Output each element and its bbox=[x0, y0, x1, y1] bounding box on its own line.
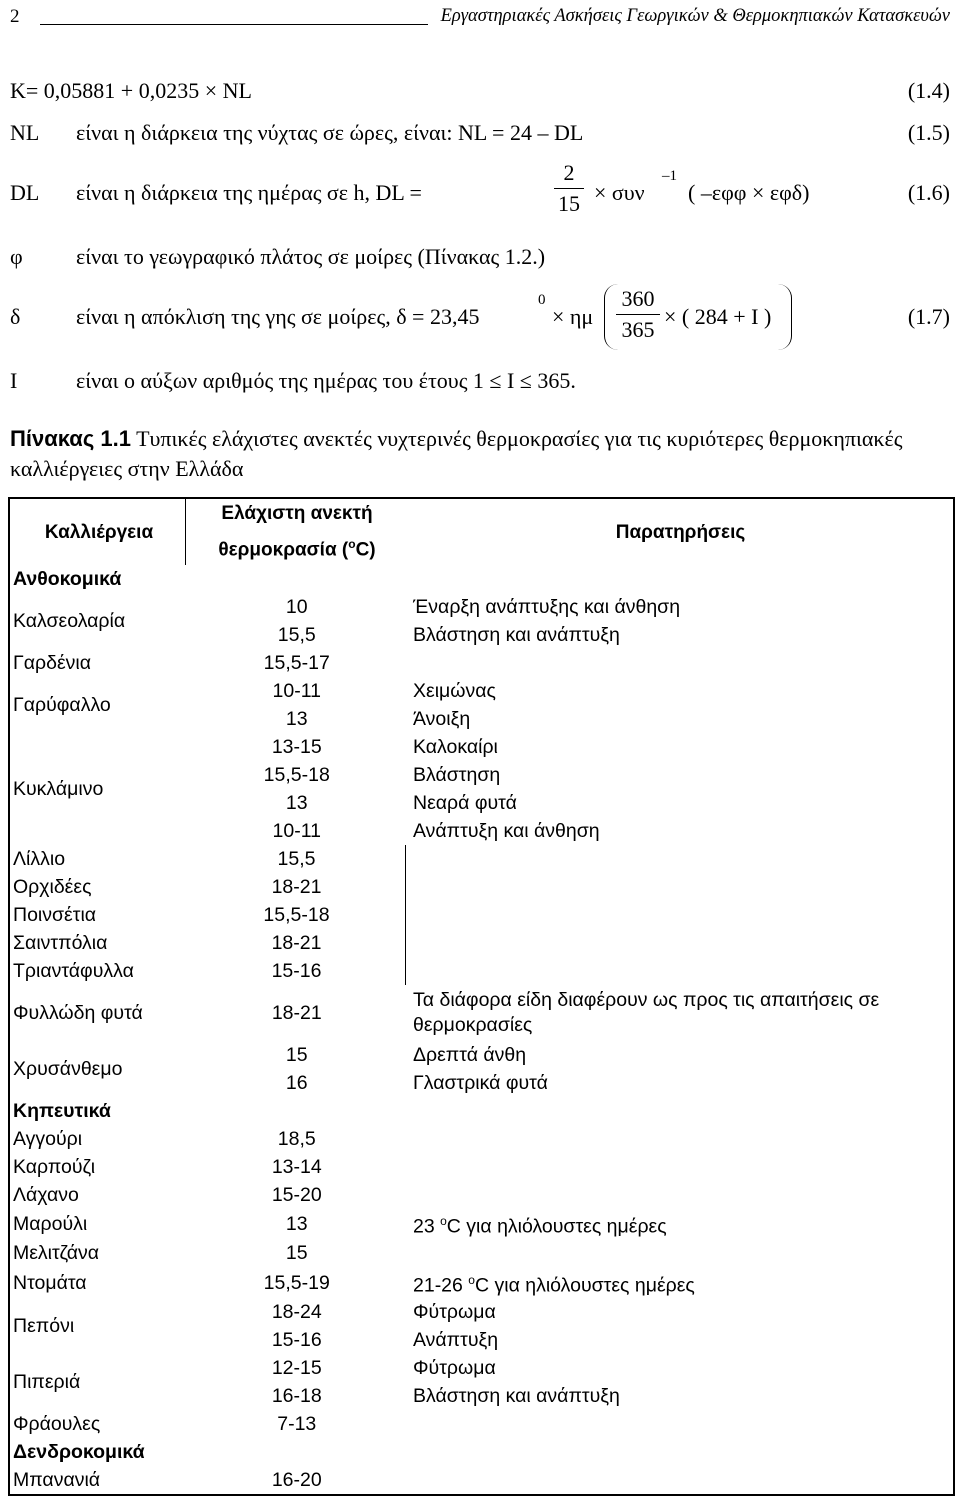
header-rule bbox=[40, 24, 428, 25]
dl-inverse-sup: –1 bbox=[662, 168, 677, 184]
header-crop: Καλλιέργεια bbox=[9, 498, 186, 565]
nl-definition: είναι η διάρκεια της νύχτας σε ώρες, είναι: NL = 24 – DL bbox=[76, 120, 584, 145]
table-row bbox=[9, 1410, 954, 1438]
temp-cell: 12-15 bbox=[271, 1356, 322, 1379]
delta-fraction-numerator: 360 bbox=[621, 286, 655, 311]
temp-cell: 18-24 bbox=[271, 1300, 322, 1323]
fraction-bar bbox=[616, 314, 660, 315]
table-row bbox=[9, 1354, 954, 1382]
temp-cell: 13 bbox=[285, 707, 308, 730]
table-row bbox=[9, 901, 954, 929]
table-row bbox=[9, 1125, 954, 1153]
temp-cell: 15,5 bbox=[277, 623, 316, 646]
crop-name: Χρυσάνθεμο bbox=[13, 1057, 123, 1080]
delta-sin: × ημ bbox=[552, 304, 594, 329]
note-cell bbox=[405, 1240, 954, 1268]
crop-name: Μπανανιά bbox=[13, 1468, 101, 1491]
i-definition: είναι ο αύξων αριθμός της ημέρας του έτους 1 ≤ I ≤ 365. bbox=[76, 368, 576, 393]
temp-cell: 15 bbox=[285, 1242, 308, 1265]
equation-number-1-5: (1.5) bbox=[907, 120, 950, 145]
note-cell: Βλάστηση και ανάπτυξη bbox=[413, 623, 620, 646]
note-cell: Νεαρά φυτά bbox=[413, 791, 517, 814]
table-header-row bbox=[9, 498, 954, 565]
crop-name: Ντομάτα bbox=[13, 1271, 87, 1294]
category-row bbox=[9, 565, 954, 593]
temp-cell: 13-14 bbox=[271, 1155, 322, 1178]
header-notes: Παρατηρήσεις bbox=[615, 521, 746, 543]
crop-name: Σαιντπόλια bbox=[13, 931, 108, 954]
table-row bbox=[9, 1153, 954, 1181]
table-row bbox=[9, 873, 954, 901]
delta-definition: είναι η απόκλιση της γης σε μοίρες, δ = 23,45 bbox=[76, 304, 480, 329]
note-cell: Καλοκαίρι bbox=[413, 735, 498, 758]
delta-fraction-denominator: 365 bbox=[621, 317, 655, 342]
temp-cell: 15,5-18 bbox=[263, 903, 330, 926]
crop-name: Φράουλες bbox=[13, 1412, 101, 1435]
table-caption-label: Πίνακας 1.1 bbox=[10, 426, 131, 451]
equation-number-1-6: (1.6) bbox=[907, 180, 950, 205]
temp-cell: 15,5-18 bbox=[263, 763, 330, 786]
equation-number-1-4: (1.4) bbox=[907, 78, 950, 103]
note-cell: Φύτρωμα bbox=[413, 1356, 496, 1379]
note-cell: Γλαστρικά φυτά bbox=[413, 1071, 548, 1094]
table-row bbox=[9, 649, 954, 677]
temp-cell: 18-21 bbox=[271, 875, 322, 898]
table-row bbox=[9, 985, 954, 1041]
note-cell: Άνοιξη bbox=[413, 707, 471, 730]
note-cell: Ανάπτυξη και άνθηση bbox=[413, 819, 600, 842]
temp-cell: 15,5-17 bbox=[263, 651, 330, 674]
note-cell bbox=[405, 649, 954, 677]
category-label: Δενδροκομικά bbox=[13, 1440, 145, 1463]
symbol-delta: δ bbox=[10, 304, 21, 329]
note-cell: Φύτρωμα bbox=[413, 1300, 496, 1323]
crop-name: Ποινσέτια bbox=[13, 903, 97, 926]
symbol-nl: NL bbox=[10, 120, 40, 145]
note-cell: 21-26 $^o$C για ηλιόλουστες ημέρες bbox=[413, 1272, 695, 1297]
symbol-dl: DL bbox=[10, 180, 40, 205]
temp-cell: 18-21 bbox=[271, 1001, 322, 1024]
note-cell: Βλάστηση bbox=[413, 763, 501, 786]
note-cell bbox=[405, 873, 954, 901]
symbol-phi: φ bbox=[10, 244, 23, 269]
table-row bbox=[9, 1209, 954, 1240]
category-row bbox=[9, 1438, 954, 1466]
temp-cell: 15-20 bbox=[271, 1183, 322, 1206]
dl-fraction-denominator: 15 bbox=[558, 191, 580, 216]
temp-cell: 15,5-19 bbox=[263, 1271, 330, 1294]
note-cell bbox=[405, 957, 954, 985]
crop-name: Ορχιδέες bbox=[13, 875, 92, 898]
crop-name: Καλσεολαρία bbox=[13, 609, 126, 632]
crop-name: Μελιτζάνα bbox=[13, 1242, 100, 1265]
temp-cell: 10-11 bbox=[272, 819, 321, 842]
min-temperature-table bbox=[8, 497, 955, 1496]
note-cell: Χειμώνας bbox=[413, 679, 496, 702]
crop-name: Γαρδένια bbox=[13, 651, 92, 674]
temp-cell: 16-20 bbox=[271, 1468, 322, 1491]
crop-name: Τριαντάφυλλα bbox=[13, 959, 134, 982]
temp-cell: 16-18 bbox=[271, 1384, 322, 1407]
dl-fraction bbox=[554, 160, 584, 217]
crop-name: Καρπούζι bbox=[13, 1155, 96, 1178]
running-title: Εργαστηριακές Ασκήσεις Γεωργικών & Θερμοκηπιακών Κατασκευών bbox=[440, 6, 950, 26]
table-row bbox=[9, 1240, 954, 1268]
table-row bbox=[9, 677, 954, 705]
dl-definition: είναι η διάρκεια της ημέρας σε h, DL = bbox=[76, 180, 422, 205]
dl-tan-product: ( –εφφ × εφδ) bbox=[688, 180, 810, 205]
table-row bbox=[9, 1181, 954, 1209]
equation-k: K= 0,05881 + 0,0235 × NL bbox=[10, 78, 252, 103]
note-cell bbox=[405, 929, 954, 957]
temp-cell: 13 bbox=[285, 1213, 308, 1236]
table-row bbox=[9, 1298, 954, 1326]
temp-cell: 15-16 bbox=[271, 1328, 322, 1351]
crop-name: Μαρούλι bbox=[13, 1213, 88, 1236]
table-caption bbox=[10, 424, 955, 484]
temp-cell: 13-15 bbox=[271, 735, 322, 758]
table-row bbox=[9, 929, 954, 957]
table-row bbox=[9, 733, 954, 761]
category-row bbox=[9, 1097, 954, 1125]
temp-cell: 18,5 bbox=[277, 1127, 316, 1150]
temp-cell: 10-11 bbox=[272, 679, 321, 702]
temp-cell: 15 bbox=[285, 1043, 308, 1066]
phi-definition: είναι το γεωγραφικό πλάτος σε μοίρες (Πίνακας 1.2.) bbox=[76, 244, 546, 269]
header-min-temp: Ελάχιστη ανεκτή θερμοκρασία ($^o$C) bbox=[218, 503, 376, 561]
note-cell: 23 $^o$C για ηλιόλουστες ημέρες bbox=[413, 1214, 667, 1238]
fraction-bar bbox=[554, 188, 584, 189]
category-label: Κηπευτικά bbox=[13, 1099, 111, 1122]
note-cell bbox=[405, 901, 954, 929]
note-cell: Δρεπτά άνθη bbox=[413, 1043, 527, 1066]
temp-cell: 15-16 bbox=[271, 959, 322, 982]
crop-name: Λάχανο bbox=[13, 1183, 79, 1206]
note-cell bbox=[405, 1125, 954, 1153]
note-cell: Έναρξη ανάπτυξης και άνθηση bbox=[413, 595, 681, 618]
table-row bbox=[9, 957, 954, 985]
note-cell bbox=[405, 1410, 954, 1438]
note-cell: Ανάπτυξη bbox=[413, 1328, 499, 1351]
crop-name: Πεπόνι bbox=[13, 1314, 75, 1337]
note-cell: Βλάστηση και ανάπτυξη bbox=[413, 1384, 620, 1407]
note-cell bbox=[405, 845, 954, 873]
crop-name: Αγγούρι bbox=[13, 1127, 83, 1150]
crop-name: Πιπεριά bbox=[13, 1370, 81, 1393]
table-row bbox=[9, 1041, 954, 1069]
temp-cell: 16 bbox=[285, 1071, 308, 1094]
temp-cell: 13 bbox=[285, 791, 308, 814]
temp-cell: 10 bbox=[285, 595, 308, 618]
crop-name: Φυλλώδη φυτά bbox=[13, 1001, 143, 1024]
dl-fraction-numerator: 2 bbox=[563, 160, 575, 185]
symbol-i: I bbox=[10, 368, 18, 393]
note-cell bbox=[405, 1181, 954, 1209]
table-caption-text: Τυπικές ελάχιστες ανεκτές νυχτερινές θερμοκρασίες για τις κυριότερες θερμοκηπιακές καλλιέργειες στην Ελλάδα bbox=[10, 426, 903, 481]
note-cell: Τα διάφορα είδη διαφέρουν ως προς τις απαιτήσεις σε θερμοκρασίες bbox=[413, 989, 880, 1037]
running-header bbox=[10, 6, 950, 34]
crop-name: Κυκλάμινο bbox=[13, 777, 104, 800]
category-label: Ανθοκομικά bbox=[13, 567, 122, 590]
temp-cell: 7-13 bbox=[277, 1412, 317, 1435]
equation-number-1-7: (1.7) bbox=[907, 304, 950, 329]
crop-name: Γαρύφαλλο bbox=[13, 693, 111, 716]
table-row bbox=[9, 1268, 954, 1299]
temp-cell: 18-21 bbox=[271, 931, 322, 954]
page-number: 2 bbox=[10, 6, 20, 27]
dl-cos: × συν bbox=[594, 180, 645, 205]
delta-day-term: × ( 284 + I ) bbox=[664, 304, 772, 329]
delta-fraction bbox=[616, 286, 660, 343]
note-cell bbox=[405, 1153, 954, 1181]
table-row bbox=[9, 845, 954, 873]
crop-name: Λίλλιο bbox=[13, 847, 66, 870]
delta-degree-sup: 0 bbox=[538, 292, 546, 308]
table-row bbox=[9, 593, 954, 621]
temp-cell: 15,5 bbox=[277, 847, 316, 870]
